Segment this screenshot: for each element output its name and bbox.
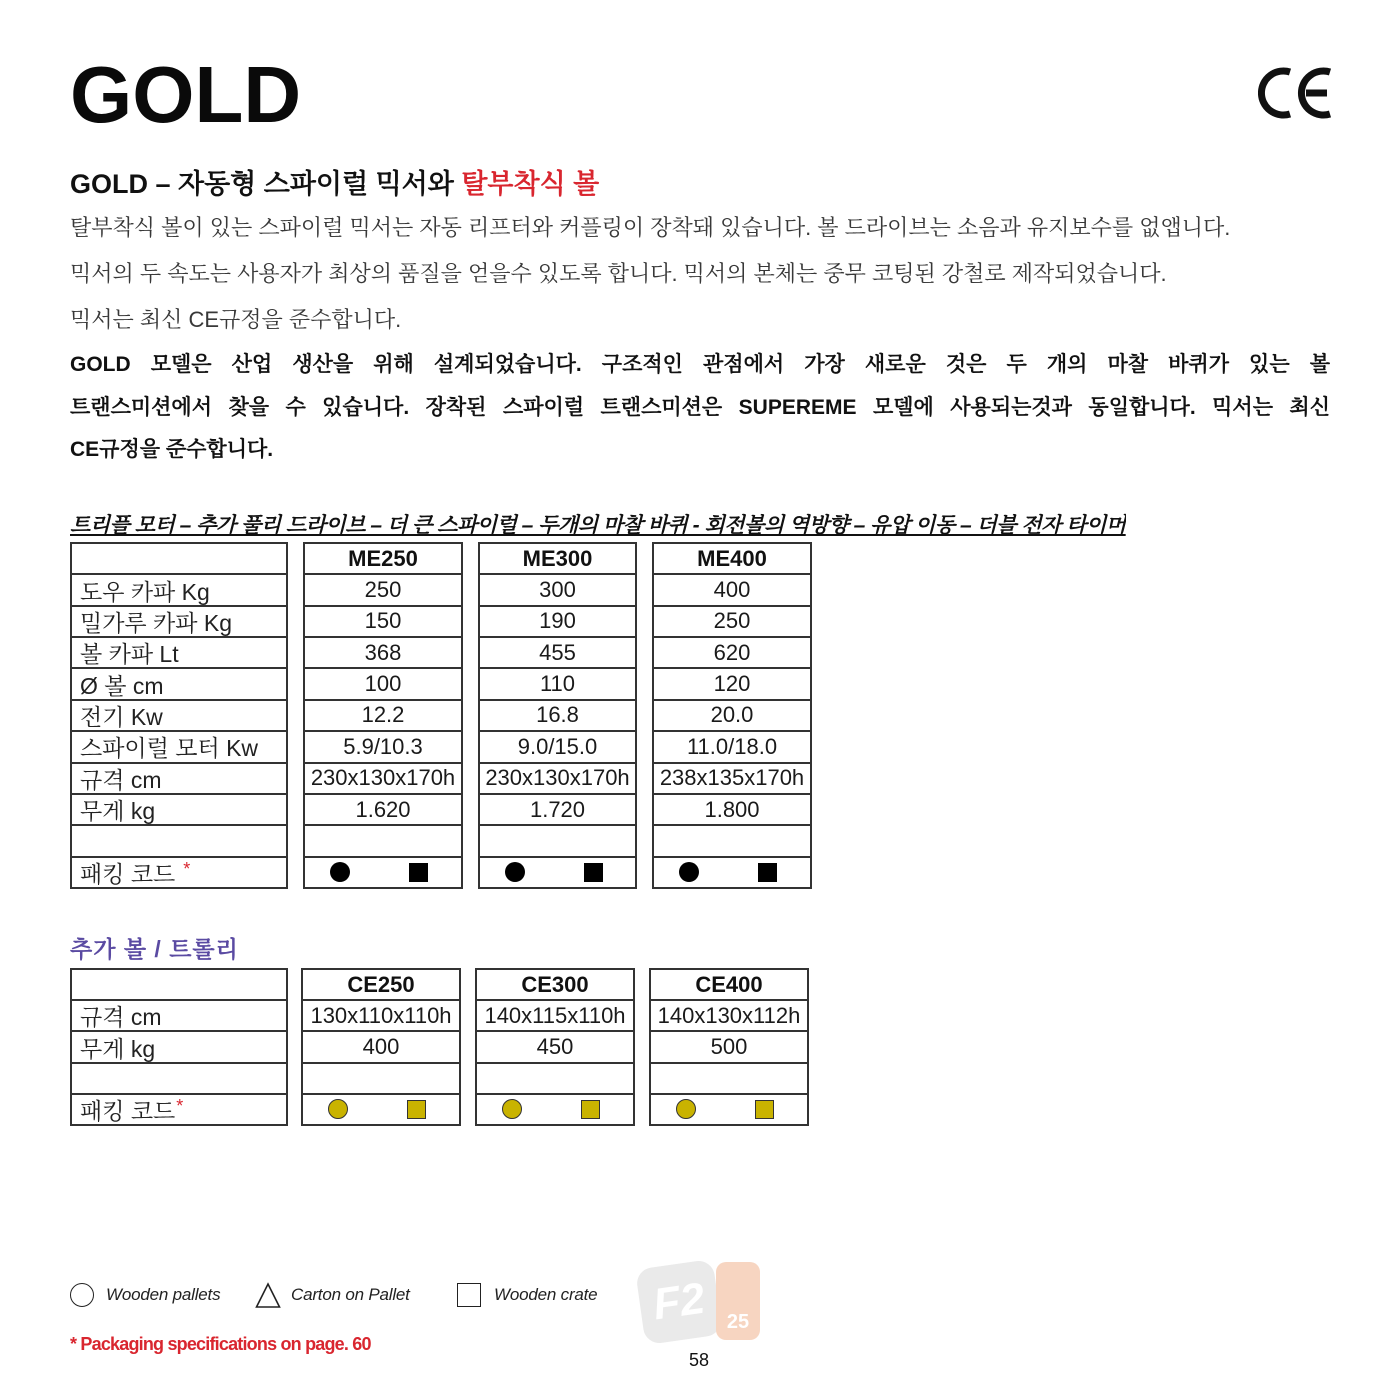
spec-value: 16.8 xyxy=(480,699,635,730)
blank-cell xyxy=(305,824,461,855)
description-line: 탈부착식 볼이 있는 스파이럴 믹서는 자동 리프터와 커플링이 장착돼 있습니다. 볼 드라이브는 소음과 유지보수를 없앱니다. xyxy=(70,215,1231,240)
row-label xyxy=(72,1030,286,1061)
spec-value: 230x130x170h xyxy=(305,762,461,793)
row-label xyxy=(72,999,286,1030)
row-label xyxy=(72,730,286,761)
row-label xyxy=(72,699,286,730)
row-label-text: 전기 Kw xyxy=(80,703,163,730)
packing-circle-icon xyxy=(502,1099,522,1119)
row-label xyxy=(72,636,286,667)
packing-square-icon xyxy=(755,1100,774,1119)
packaging-note: * Packaging specifications on page. 60 xyxy=(70,1334,371,1354)
brand-logo xyxy=(640,1262,762,1342)
row-label-text: 볼 카파 Lt xyxy=(80,641,179,668)
blank-cell xyxy=(303,1062,459,1093)
blank-row xyxy=(72,1062,286,1093)
packing-code-label xyxy=(72,856,286,887)
model-column-ce250 xyxy=(301,968,461,1126)
page-number: 58 xyxy=(689,1350,710,1370)
row-label-text: 무게 kg xyxy=(80,1035,156,1062)
highlight-paragraph-line: GOLD 모델은 산업 생산을 위해 설계되었습니다. 구조적인 관점에서 가장 새로운 것은 두 개의 마찰 바퀴가 있는 볼 xyxy=(70,353,1330,376)
row-label xyxy=(72,605,286,636)
packing-cell xyxy=(305,856,461,887)
blank-cell xyxy=(654,824,810,855)
spec-value: 250 xyxy=(654,605,810,636)
packing-code-label xyxy=(72,1093,286,1124)
highlight-paragraph-line: CE규정을 준수합니다. xyxy=(70,438,274,461)
spec-value: 500 xyxy=(651,1030,807,1061)
blank-cell xyxy=(480,824,635,855)
packing-square-icon xyxy=(407,1100,426,1119)
blank-cell xyxy=(477,1062,633,1093)
blank-cell xyxy=(651,1062,807,1093)
model-header: ME250 xyxy=(348,545,418,571)
spec-value: 110 xyxy=(480,667,635,698)
model-column-me300 xyxy=(478,542,637,889)
packing-asterisk: * xyxy=(176,1095,184,1116)
row-label xyxy=(72,762,286,793)
spec-label-column xyxy=(70,542,288,889)
legend-label: Carton on Pallet xyxy=(291,1285,410,1304)
spec-value: 140x130x112h xyxy=(651,999,807,1030)
row-label-text: 스파이럴 모터 Kw xyxy=(80,735,259,762)
row-label-text: 규격 cm xyxy=(80,766,162,793)
packing-code-text: 패킹 코드 xyxy=(80,1097,176,1124)
packing-square-icon xyxy=(409,863,428,882)
packing-cell xyxy=(654,856,810,887)
spec-label-column xyxy=(70,968,288,1126)
subtitle-prefix: GOLD – 자동형 스파이럴 믹서와 xyxy=(70,169,462,199)
model-header: CE250 xyxy=(347,971,415,997)
packing-square-icon xyxy=(584,863,603,882)
logo-mark: F2 xyxy=(635,1259,723,1345)
spec-value: 150 xyxy=(305,605,461,636)
page-title: GOLD xyxy=(70,50,302,139)
packing-circle-icon xyxy=(679,862,699,882)
legend-label: Wooden crate xyxy=(494,1285,598,1304)
model-header: ME400 xyxy=(697,545,767,571)
model-header: CE300 xyxy=(521,971,589,997)
spec-value: 12.2 xyxy=(305,699,461,730)
packing-cell xyxy=(651,1093,807,1124)
spec-value: 620 xyxy=(654,636,810,667)
product-subtitle xyxy=(70,166,599,202)
model-header: CE400 xyxy=(695,971,763,997)
packing-asterisk: * xyxy=(183,858,191,879)
row-label xyxy=(72,573,286,604)
spec-value: 190 xyxy=(480,605,635,636)
model-column-ce300 xyxy=(475,968,635,1126)
label-header-blank xyxy=(72,544,286,573)
row-label-text: 밀가루 카파 Kg xyxy=(80,609,233,636)
row-label-text: 도우 카파 Kg xyxy=(80,578,210,605)
feature-list: 트리플 모터 – 추가 풀리 드라이브 – 더 큰 스파이럴 – 두개의 마찰 바퀴 - 회전볼의 역방향 – 유압 이동 – 더블 전자 타이머 xyxy=(70,514,1126,537)
packing-code-text: 패킹 코드 xyxy=(80,860,176,887)
blank-row xyxy=(72,824,286,855)
packing-cell xyxy=(480,856,635,887)
spec-value: 368 xyxy=(305,636,461,667)
ce-mark-icon xyxy=(1258,64,1338,122)
packing-circle-icon xyxy=(505,862,525,882)
spec-value: 20.0 xyxy=(654,699,810,730)
model-column-ce400 xyxy=(649,968,809,1126)
logo-badge: 25 xyxy=(716,1262,760,1340)
spec-value: 455 xyxy=(480,636,635,667)
row-label xyxy=(72,793,286,824)
spec-value: 5.9/10.3 xyxy=(305,730,461,761)
row-label-text: Ø 볼 cm xyxy=(80,672,164,699)
spec-value: 400 xyxy=(654,573,810,604)
spec-value: 450 xyxy=(477,1030,633,1061)
spec-value: 1.800 xyxy=(654,793,810,824)
description-line: 믹서는 최신 CE규정을 준수합니다. xyxy=(70,307,402,332)
circle-outline-icon xyxy=(70,1283,94,1307)
spec-value: 230x130x170h xyxy=(480,762,635,793)
packing-square-icon xyxy=(758,863,777,882)
spec-value: 130x110x110h xyxy=(303,999,459,1030)
row-label-text: 무게 kg xyxy=(80,798,156,825)
spec-value: 120 xyxy=(654,667,810,698)
triangle-outline-icon xyxy=(255,1282,281,1309)
square-outline-icon xyxy=(457,1283,481,1307)
spec-value: 250 xyxy=(305,573,461,604)
spec-value: 100 xyxy=(305,667,461,698)
spec-value: 238x135x170h xyxy=(654,762,810,793)
bowl-trolley-heading: 추가 볼 / 트롤리 xyxy=(70,936,239,962)
packing-circle-icon xyxy=(328,1099,348,1119)
packing-circle-icon xyxy=(330,862,350,882)
packing-cell xyxy=(303,1093,459,1124)
model-column-me400 xyxy=(652,542,812,889)
packing-square-icon xyxy=(581,1100,600,1119)
packing-circle-icon xyxy=(676,1099,696,1119)
spec-value: 9.0/15.0 xyxy=(480,730,635,761)
description-line: 믹서의 두 속도는 사용자가 최상의 품질을 얻을수 있도록 합니다. 믹서의 본체는 중무 코팅된 강철로 제작되었습니다. xyxy=(70,261,1167,286)
spec-value: 11.0/18.0 xyxy=(654,730,810,761)
highlight-paragraph-line: 트랜스미션에서 찾을 수 있습니다. 장착된 스파이럴 트랜스미션은 SUPEREME 모델에 사용되는것과 동일합니다. 믹서는 최신 xyxy=(70,396,1330,419)
row-label xyxy=(72,667,286,698)
spec-value: 1.720 xyxy=(480,793,635,824)
spec-value: 300 xyxy=(480,573,635,604)
model-column-me250 xyxy=(303,542,463,889)
label-header-blank xyxy=(72,970,286,999)
row-label-text: 규격 cm xyxy=(80,1004,162,1031)
packing-cell xyxy=(477,1093,633,1124)
legend-label: Wooden pallets xyxy=(106,1285,221,1304)
spec-value: 1.620 xyxy=(305,793,461,824)
spec-value: 400 xyxy=(303,1030,459,1061)
model-header: ME300 xyxy=(522,545,593,571)
subtitle-highlight: 탈부착식 볼 xyxy=(461,169,600,199)
spec-value: 140x115x110h xyxy=(477,999,633,1030)
